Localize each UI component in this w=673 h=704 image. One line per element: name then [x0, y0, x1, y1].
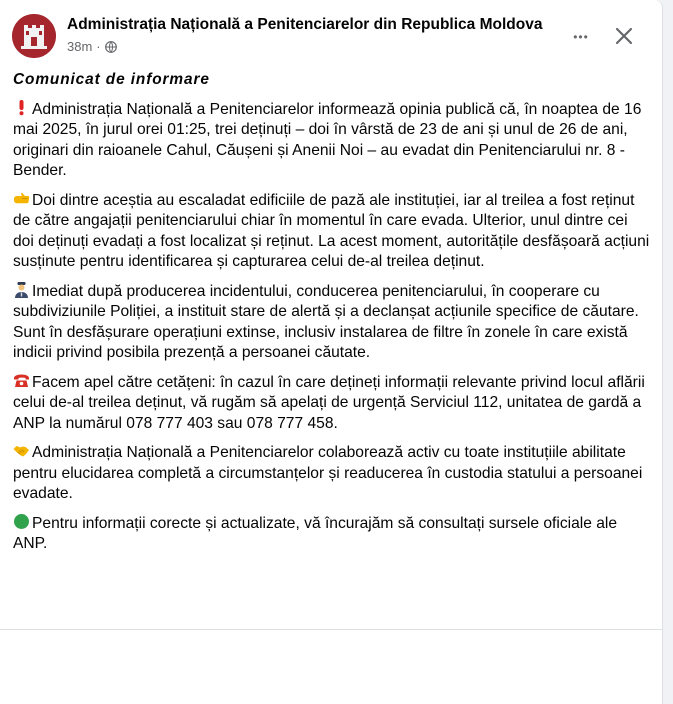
post-time[interactable]: 38m	[67, 39, 93, 54]
globe-icon[interactable]	[105, 41, 117, 53]
paragraph-text: Facem apel către cetățeni: în cazul în care dețineți informații relevante privind locul aflării celui de-al treilea deținut, vă rugăm să apelați de urgență Serviciul 112, unitatea de gardă a ANP la numărul 078 777 403 sau 078 777 458.	[13, 373, 645, 432]
officer-icon	[13, 281, 30, 298]
more-dots: •••	[573, 30, 589, 44]
post-body	[13, 70, 651, 563]
close-icon	[615, 27, 633, 45]
post-title: Comunicat de informare	[13, 71, 210, 88]
paragraph-6	[13, 513, 651, 555]
paragraph-1	[13, 99, 651, 182]
paragraph-5	[13, 442, 651, 505]
paragraph-text: Imediat după producerea incidentului, conducerea penitenciarului, în cooperare cu subdiviziunile Poliției, a instituit stare de alertă și a declanșat acțiunile specifice de căutare. Sunt în desfășurare operațiuni extinse, inclusiv instalarea de filtre în zonele în care există indicii privind posibila prezență a persoanei căutate.	[13, 282, 639, 361]
close-button[interactable]	[606, 18, 642, 54]
telephone-icon	[13, 372, 30, 389]
page-name-link[interactable]: Administrația Națională a Penitenciarelor din Republica Moldova	[67, 16, 543, 33]
green-circle-icon	[13, 513, 30, 530]
exclamation-icon	[13, 99, 30, 116]
more-options-button[interactable]	[564, 20, 598, 54]
paragraph-2	[13, 190, 651, 273]
paragraph-4	[13, 372, 651, 435]
post-divider	[0, 629, 663, 630]
post-header	[12, 12, 650, 60]
post-meta	[67, 39, 117, 54]
coat-of-arms-icon	[12, 14, 56, 58]
paragraph-text: Administrația Națională a Penitenciarelor colaborează activ cu toate instituțiile abilitate pentru elucidarea completă a circumstanțelor și readucerea în custodia statului a persoanei evadate.	[13, 444, 643, 502]
paragraph-3	[13, 281, 651, 364]
paragraph-text: Pentru informații corecte și actualizate, vă încurajăm să consultați sursele oficiale ale ANP.	[13, 514, 618, 552]
paragraph-text: Administrația Națională a Penitenciarelor informează opinia publică că, în noaptea de 16 mai 2025, în jurul orei 01:25, trei deținuți – doi în vârstă de 23 de ani și unul de 26 de ani, originari din raioanele Cahul, Căușeni și Anenii Noi – au evadat din Penitenciarului nr. 8 - Bender.	[13, 100, 642, 179]
meta-separator: ·	[96, 39, 101, 54]
paragraph-text: Doi dintre aceștia au escaladat edificiile de pază ale instituției, iar al treilea a fost reținut de către angajații penitenciarului chiar în momentul în care evada. Ulterior, unul dintre cei doi deținuți evadați a fost localizat și reținut. La acest moment, autoritățile desfășoară acțiuni susținute pentru identificarea și capturarea celui de-al treilea deținut.	[13, 191, 650, 270]
pointing-hand-icon	[13, 190, 30, 207]
page-avatar[interactable]	[12, 14, 56, 58]
handshake-icon	[13, 442, 30, 459]
